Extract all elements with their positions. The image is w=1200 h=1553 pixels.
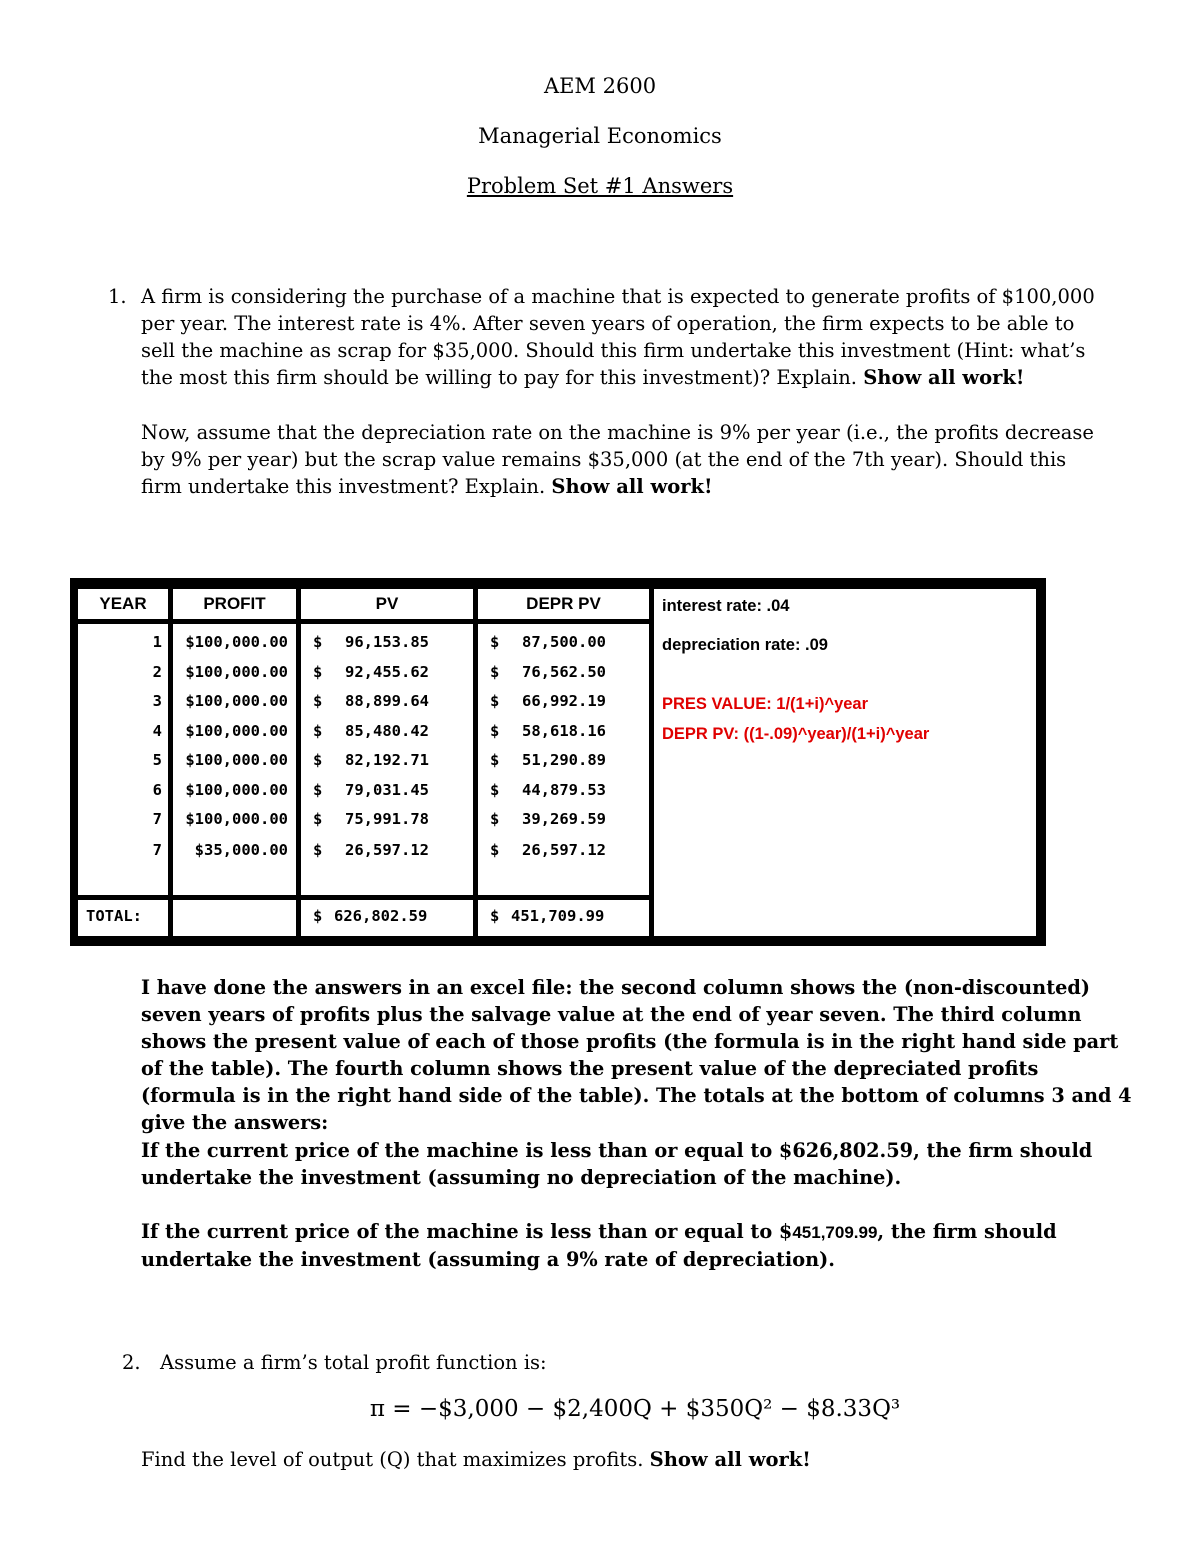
depr-pv-currency: $ (490, 633, 500, 651)
profit-function-equation: π = −$3,000 − $2,400Q + $350Q² − $8.33Q³ (369, 1396, 901, 1422)
depr-pv-column (478, 624, 649, 895)
pv-currency: $ (313, 721, 323, 740)
depreciation-rate-note: depreciation rate: .09 (662, 636, 828, 654)
depr-pv-cell: 76,562.50 (522, 662, 606, 681)
year-cell: 1 (152, 633, 162, 651)
answer-conclusion-1: If the current price of the machine is less than or equal to $626,802.59, the firm should undertake the investment (assuming no depreciation of the machine). (141, 1139, 1093, 1189)
depr-pv-cell: 26,597.12 (522, 841, 606, 859)
total-label: TOTAL: (86, 907, 142, 925)
year-cell: 2 (152, 662, 162, 681)
depr-pv-cell: 87,500.00 (522, 633, 606, 651)
year-cell: 3 (152, 692, 162, 710)
answer-conclusion-2 (141, 1218, 1126, 1273)
total-pv-cell (301, 900, 473, 936)
year-cell: 7 (152, 810, 162, 828)
pv-cell: 92,455.62 (345, 662, 429, 681)
show-work-label-3: Show all work! (649, 1448, 811, 1471)
year-cell: 7 (152, 841, 162, 859)
profit-column (173, 624, 296, 895)
profit-cell: $35,000.00 (194, 841, 288, 859)
depr-pv-currency: $ (490, 751, 500, 769)
conclusion-2-end: , the firm should undertake the investment (assuming a 9% rate of depreciation). (141, 1220, 1057, 1271)
results-spreadsheet (70, 578, 1046, 946)
show-work-label-2: Show all work! (551, 475, 713, 498)
show-work-label: Show all work! (863, 366, 1025, 389)
pv-cell: 75,991.78 (345, 810, 429, 828)
depr-pv-cell: 51,290.89 (522, 751, 606, 769)
question-2-text: Assume a firm’s total profit function is: (160, 1351, 547, 1374)
depr-pv-currency: $ (490, 841, 500, 859)
total-depr-cell (478, 900, 649, 936)
total-depr-currency: $ (490, 907, 500, 925)
question-1-text: A firm is considering the purchase of a machine that is expected to generate profits of $100,000 per year. The interest rate is 4%. After seven years of operation, the firm expects to be able to sell the machine as scrap for $35,000. Should this firm undertake this investment (Hint: what’s the most this firm should be willing to pay for this investment)? Explain. (141, 285, 1095, 389)
header-profit: PROFIT (173, 589, 296, 619)
depr-pv-currency: $ (490, 692, 500, 710)
pv-currency: $ (313, 810, 323, 828)
depr-pv-currency: $ (490, 780, 500, 799)
depr-pv-formula: DEPR PV: ((1-.09)^year)/(1+i)^year (662, 725, 930, 743)
year-column (78, 624, 168, 895)
pv-currency: $ (313, 692, 323, 710)
total-pv-value: 626,802.59 (334, 907, 428, 925)
pv-currency: $ (313, 751, 323, 769)
question-2-task (141, 1446, 1121, 1473)
header-depr-pv: DEPR PV (478, 589, 649, 619)
pv-column (301, 624, 473, 895)
pv-cell: 85,480.42 (345, 721, 429, 740)
pv-cell: 79,031.45 (345, 780, 429, 799)
total-pv-currency: $ (313, 907, 323, 925)
pv-currency: $ (313, 780, 323, 799)
profit-cell: $100,000.00 (185, 751, 288, 769)
pv-currency: $ (313, 662, 323, 681)
question-1-number: 1. (108, 285, 127, 308)
pv-cell: 26,597.12 (345, 841, 429, 859)
pv-cell: 88,899.64 (345, 692, 429, 710)
pres-value-formula: PRES VALUE: 1/(1+i)^year (662, 695, 869, 713)
depr-pv-currency: $ (490, 662, 500, 681)
question-1-depreciation-text: Now, assume that the depreciation rate on the machine is 9% per year (i.e., the profits decrease by 9% per year) but the scrap value remains $35,000 (at the end of the 7th year). Should this firm undertake this investment? Explain. (141, 421, 1094, 498)
profit-cell: $100,000.00 (185, 780, 288, 799)
profit-cell: $100,000.00 (185, 692, 288, 710)
pv-currency: $ (313, 633, 323, 651)
total-profit-cell (173, 900, 296, 936)
title-text: Problem Set #1 Answers (466, 174, 734, 198)
depr-pv-cell: 58,618.16 (522, 721, 606, 740)
pv-cell: 82,192.71 (345, 751, 429, 769)
pv-currency: $ (313, 841, 323, 859)
interest-rate-note: interest rate: .04 (662, 597, 790, 615)
pv-cell: 96,153.85 (345, 633, 429, 651)
answer-explanation: I have done the answers in an excel file: the second column shows the (non-discounted) seven years of profits plus the salvage value at the end of year seven. The third column shows the present value of each of those profits (the formula is in the right hand side part of the table). The fourth column shows the present value of the depreciated profits (formula is in the right hand side of the table). The totals at the bottom of columns 3 and 4 give the answers: (141, 976, 1132, 1134)
question-1-paragraph-2 (141, 419, 1111, 500)
depr-pv-currency: $ (490, 721, 500, 740)
depr-pv-cell: 44,879.53 (522, 780, 606, 799)
profit-cell: $100,000.00 (185, 633, 288, 651)
depr-pv-cell: 66,992.19 (522, 692, 606, 710)
course-code: AEM 2600 (543, 74, 657, 98)
question-2-task-text: Find the level of output (Q) that maximizes profits. (141, 1448, 644, 1471)
question-1-paragraph-1 (141, 283, 1101, 391)
depr-pv-currency: $ (490, 810, 500, 828)
year-cell: 5 (152, 751, 162, 769)
year-cell: 4 (152, 721, 162, 740)
year-cell: 6 (152, 780, 162, 799)
question-2-number: 2. (122, 1351, 141, 1374)
profit-cell: $100,000.00 (185, 810, 288, 828)
header-pv: PV (301, 589, 473, 619)
conclusion-2-start: If the current price of the machine is less than or equal to $ (141, 1220, 793, 1243)
course-subject: Managerial Economics (478, 124, 722, 148)
total-depr-value: 451,709.99 (511, 907, 605, 925)
page-title (0, 174, 1200, 198)
total-label-cell (78, 900, 168, 936)
profit-cell: $100,000.00 (185, 662, 288, 681)
profit-cell: $100,000.00 (185, 721, 288, 740)
depr-pv-cell: 39,269.59 (522, 810, 606, 828)
conclusion-2-value: 451,709.99 (792, 1223, 878, 1242)
header-year: YEAR (78, 589, 168, 619)
